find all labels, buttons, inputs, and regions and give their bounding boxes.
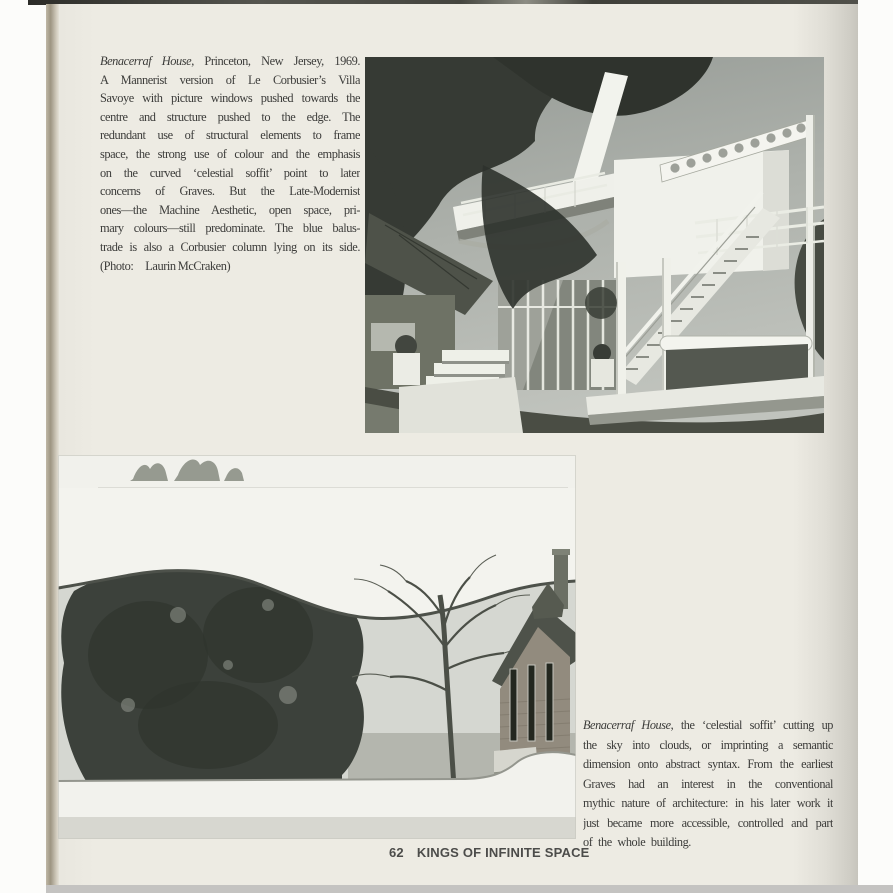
photo-bottom-illustration <box>58 455 576 839</box>
photo-celestial-soffit <box>58 455 576 839</box>
caption-line: centre and structure pushed to the edge. The <box>100 109 360 124</box>
caption-line: ones—the Machine Aesthetic, open space, pri- <box>100 202 360 217</box>
photo-top-illustration <box>365 57 824 433</box>
page-number: 62 <box>389 845 404 860</box>
caption-top <box>100 52 360 275</box>
caption-line: redundant use of structural elements to frame <box>100 128 360 143</box>
scanner-bed-strip <box>46 885 893 893</box>
caption-line: (Photo: Laurin McCraken) <box>100 258 231 273</box>
page-footer <box>389 845 590 860</box>
caption-line: dimension onto abstract syntax. From the earliest <box>583 757 833 771</box>
caption-line: of the whole building. <box>583 835 691 849</box>
caption-line: trade is also a Corbusier column lying on its side. <box>100 239 360 254</box>
caption-line: Savoye with picture windows pushed towards the <box>100 91 360 106</box>
running-title: KINGS OF INFINITE SPACE <box>416 845 590 860</box>
photo-benacerraf-house-exterior <box>365 57 824 433</box>
caption-line: mary colours—still predominate. The blue balus- <box>100 221 360 236</box>
caption-line: Benacerraf House, the ‘celestial soffit’ cutting up <box>583 718 833 732</box>
caption-line: on the curved ‘celestial soffit’ point to later <box>100 165 360 180</box>
caption-line: Graves had an interest in the conventional <box>583 776 833 791</box>
caption-bottom <box>583 716 833 853</box>
caption-line: Benacerraf House, Princeton, New Jersey, 1969. <box>100 54 360 68</box>
caption-line: the sky into clouds, or imprinting a semantic <box>583 737 833 752</box>
caption-line: just became more accessible, controlled and part <box>583 815 833 830</box>
caption-line: mythic nature of architecture: in his later work it <box>583 796 833 810</box>
caption-line: A Mannerist version of Le Corbusier’s Villa <box>100 72 360 87</box>
book-page <box>46 4 858 885</box>
caption-line: space, the strong use of colour and the emphasis <box>100 146 360 161</box>
caption-line: concerns of Graves. But the Late-Modernist <box>100 184 360 199</box>
